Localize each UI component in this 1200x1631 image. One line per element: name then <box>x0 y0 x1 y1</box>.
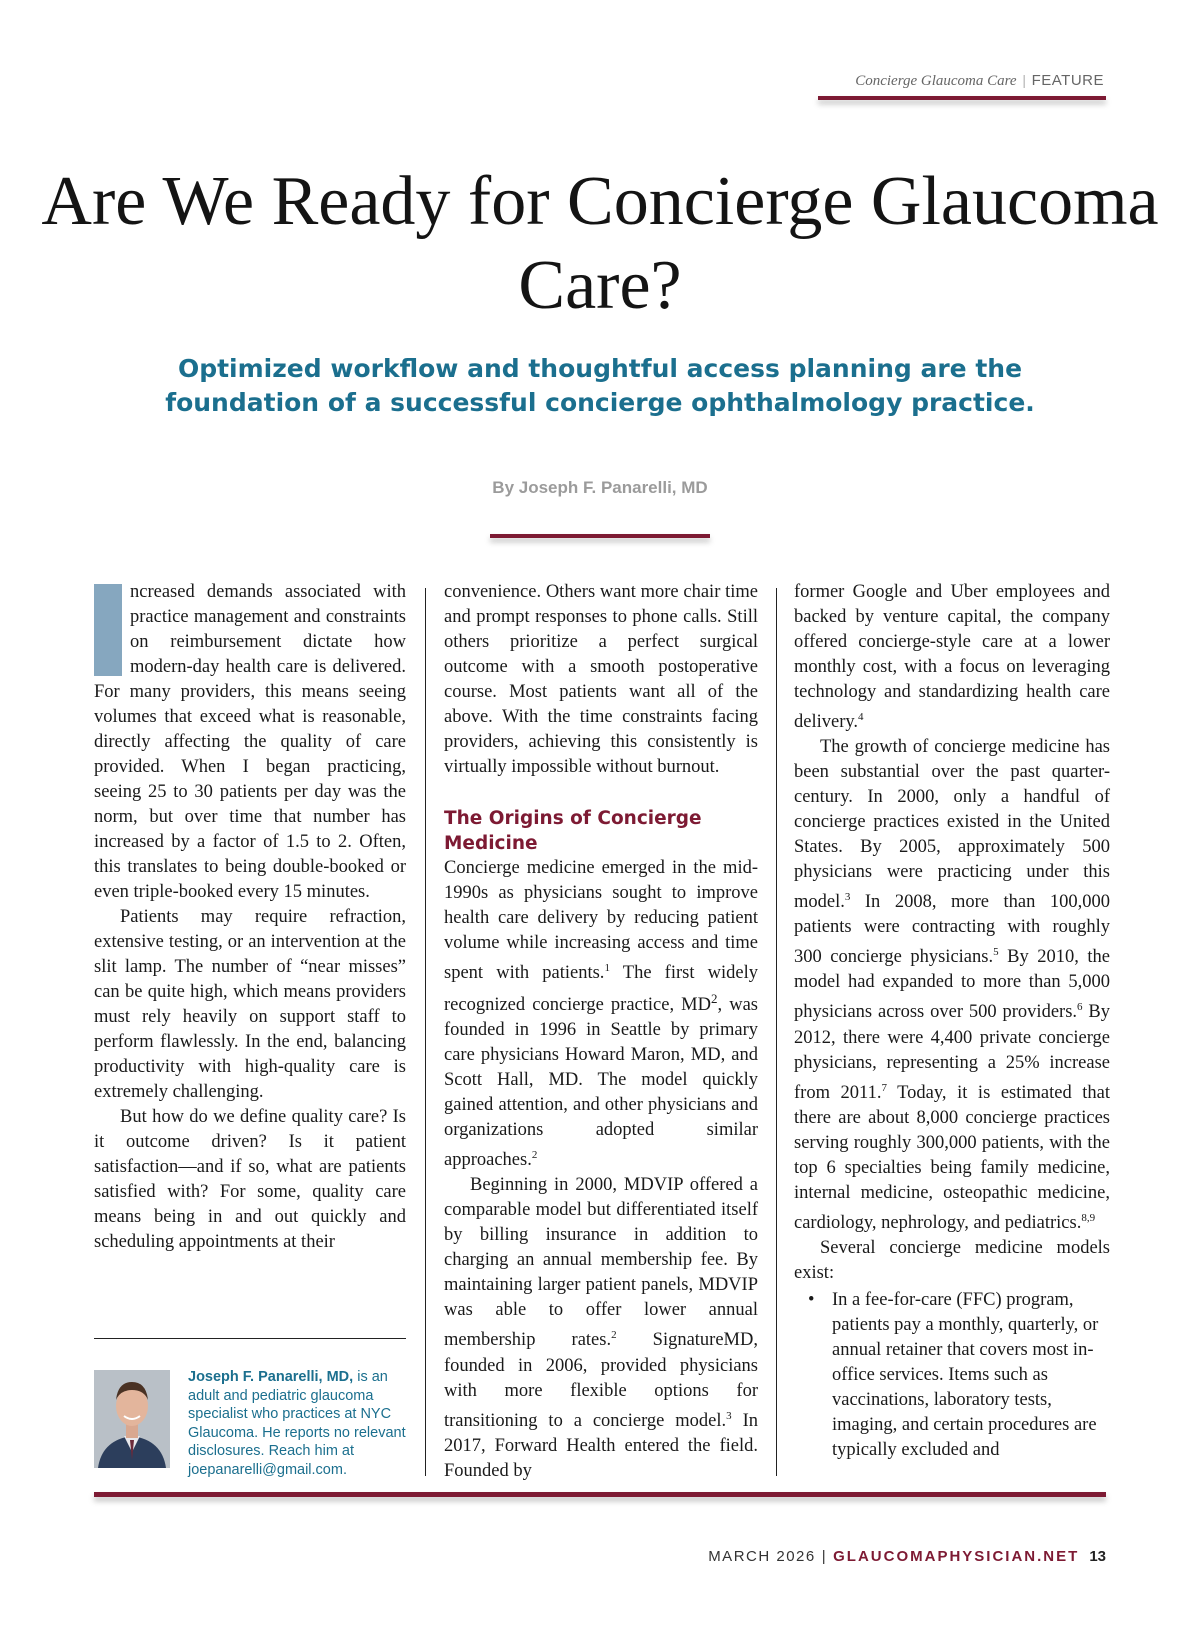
citation: 5 <box>993 946 999 959</box>
citation: 7 <box>881 1081 887 1094</box>
byline: By Joseph F. Panarelli, MD <box>492 478 708 497</box>
drop-cap-block <box>94 584 122 676</box>
folio <box>708 1548 1106 1565</box>
section-heading: The Origins of Concierge Medicine <box>444 808 702 854</box>
text-run: In 2017, Forward Health entered the field. Founded by <box>444 1410 758 1481</box>
author-name: Joseph F. Panarelli, MD, <box>188 1369 354 1385</box>
text-run: Concierge medicine emerged in the mid-1990s as physicians sought to improve health care delivery by reducing patient volume while increasing access and time spent with patients. <box>444 858 758 984</box>
author-bio <box>188 1368 410 1479</box>
running-head-label: FEATURE <box>1031 72 1104 89</box>
text-run: SignatureMD, founded in 2006, provided physicians with more flexible options for transitioning to a concierge model. <box>444 1330 758 1431</box>
paragraph: Several concierge medicine models exist: <box>794 1237 1110 1283</box>
bio-rule <box>94 1338 406 1339</box>
running-head-section: Concierge Glaucoma Care <box>855 73 1017 89</box>
text-run: , was founded in 1996 in Seattle by primary care physicians Howard Maron, MD, and Scott Hall, MD. The model quickly gained attention, and other physicians and organizations adopted similar approaches. <box>444 995 758 1171</box>
text-run: Today, it is estimated that there are about 8,000 concierge practices serving roughly 300,000 patients, with the top 6 specialties being family medicine, internal medicine, osteopathic medicine, cardiology, nephrology, and pediatrics. <box>794 1082 1110 1233</box>
article-deck: Optimized workflow and thoughtful access planning are the foundation of a successful concierge ophthalmology practice. <box>165 354 1035 417</box>
text-run: Beginning in 2000, MDVIP offered a comparable model but differentiated itself by billing insurance in addition to charging an annual membership fee. By maintaining larger patient panels, MDVIP was able to offer lower annual membership rates. <box>444 1175 758 1351</box>
citation: 3 <box>844 891 851 904</box>
folio-separator: | <box>821 1548 828 1565</box>
paragraph <box>94 580 406 905</box>
paragraph: Patients may require refraction, extensive testing, or an intervention at the slit lamp. The number of “near misses” can be quite high, which means providers must rely heavily on support staff to perform flawlessly. In the end, balancing productivity with high-quality care is extremely challenging. <box>94 907 406 1102</box>
column-3 <box>794 580 1110 1463</box>
site-name: GLAUCOMAPHYSICIAN.NET <box>833 1548 1080 1565</box>
paragraph: But how do we define quality care? Is it outcome driven? Is it patient satisfaction—and if so, what are patients satisfied with? For some, quality care means being in and out quickly and scheduling appointments at their <box>94 1107 406 1252</box>
text-run: By 2012, there were 4,400 private concierge physicians, representing a 25% increase from 2011. <box>794 1002 1110 1103</box>
paragraph <box>794 580 1110 735</box>
author-portrait-illustration <box>94 1370 170 1468</box>
text-run: former Google and Uber employees and backed by venture capital, the company offered concierge-style care at a lower monthly cost, with a focus on leveraging technology and standardizing health care delivery. <box>794 582 1110 733</box>
column-rule-2 <box>776 588 777 1476</box>
citation: 3 <box>726 1409 732 1422</box>
author-bio-text: is an adult and pediatric glaucoma specialist who practices at NYC Glaucoma. He reports no relevant disclosures. Reach him at joepanarelli@gmail.com. <box>188 1369 406 1478</box>
paragraph <box>444 856 758 1173</box>
citation: 2 <box>611 1329 617 1342</box>
citation: 1 <box>604 962 610 974</box>
issue-date: MARCH 2026 <box>708 1548 816 1565</box>
citation: 8,9 <box>1081 1211 1096 1224</box>
text-run: In 2008, more than 100,000 patients were contracting with roughly 300 concierge physicians. <box>794 892 1110 968</box>
paragraph <box>444 1173 758 1483</box>
running-head <box>855 72 1104 90</box>
column-2 <box>444 580 758 1484</box>
superscript: 2 <box>710 991 718 1007</box>
running-head-separator: | <box>1022 73 1026 89</box>
article-title: Are We Ready for Concierge Glaucoma Care? <box>41 163 1159 324</box>
author-photo <box>94 1370 170 1468</box>
citation: 6 <box>1077 1001 1083 1014</box>
footer-rule <box>94 1492 1106 1497</box>
citation: 4 <box>858 711 864 723</box>
text-run: The first widely recognized concierge practice, MD <box>444 963 758 1016</box>
citation: 2 <box>531 1149 538 1162</box>
column-1 <box>94 580 406 1255</box>
text-run: By 2010, the model had expanded to more than 5,000 physicians across over 500 providers. <box>794 947 1110 1023</box>
header-rule <box>818 96 1106 100</box>
list-item: • In a fee-for-care (FFC) program, patients pay a monthly, quarterly, or annual retainer that covers most in-office services. Items such as vaccinations, laboratory tests, imaging, and certain procedures are typically excluded and <box>794 1288 1110 1463</box>
text-run: The growth of concierge medicine has been substantial over the past quarter-century. In 2000, only a handful of concierge practices existed in the United States. By 2005, approximately 500 physicians were practicing under this model. <box>794 737 1110 913</box>
bullet-list <box>794 1288 1110 1463</box>
paragraph-text: ncreased demands associated with practice management and constraints on reimbursement dictate how modern-day health care is delivered. For many providers, this means seeing volumes that exceed what is reasonable, directly affecting the quality of care provided. When I began practicing, seeing 25 to 30 patients per day was the norm, but over time that number has increased by a factor of 1.5 to 2. Often, this translates to being double-booked or even triple-booked every 15 minutes. <box>94 582 406 902</box>
paragraph <box>794 735 1110 1236</box>
page-number: 13 <box>1089 1548 1106 1565</box>
paragraph: convenience. Others want more chair time and prompt responses to phone calls. Still others prioritize a perfect surgical outcome with a smooth postoperative course. Most patients want all of the above. With the time constraints facing providers, achieving this consistently is virtually impossible without burnout. <box>444 582 758 777</box>
column-rule-1 <box>425 588 426 1476</box>
byline-rule <box>490 534 710 538</box>
